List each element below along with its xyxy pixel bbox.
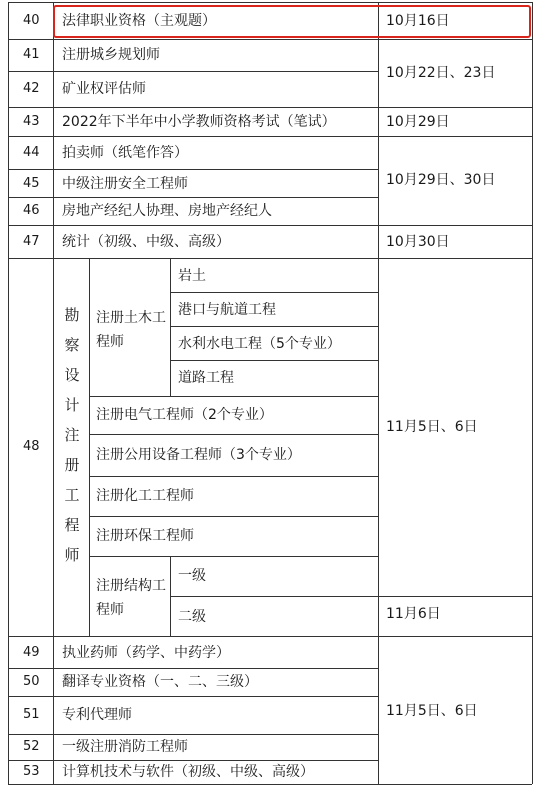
exam-name-51: 专利代理师 bbox=[62, 707, 132, 723]
row-border bbox=[89, 434, 378, 435]
structural-engineer-label: 注册结构工程师 bbox=[96, 578, 166, 618]
exam-name-44: 拍卖师（纸笔作答） bbox=[62, 145, 188, 161]
exam-date-49-53: 11月5日、6日 bbox=[386, 703, 478, 719]
row-border bbox=[8, 39, 532, 40]
exam-name-41: 注册城乡规划师 bbox=[62, 47, 160, 63]
row-border bbox=[8, 760, 378, 761]
chemical-engineer: 注册化工工程师 bbox=[96, 488, 194, 504]
exam-date-40: 10月16日 bbox=[386, 13, 450, 29]
civil-engineer-label: 注册土木工程师 bbox=[96, 310, 166, 350]
row-border bbox=[8, 71, 378, 72]
table-border-left bbox=[8, 2, 9, 784]
exam-name-53: 计算机技术与软件（初级、中级、高级） bbox=[62, 764, 314, 780]
row-border bbox=[170, 360, 378, 361]
exam-name-50: 翻译专业资格（一、二、三级） bbox=[62, 674, 258, 690]
table-border-sub48 bbox=[170, 258, 171, 396]
row-border bbox=[8, 636, 532, 637]
row-border bbox=[8, 734, 378, 735]
row-border bbox=[89, 396, 378, 397]
row-number-44: 44 bbox=[23, 145, 40, 160]
utility-engineer: 注册公用设备工程师（3个专业） bbox=[96, 447, 301, 463]
structural-level-1: 一级 bbox=[178, 568, 206, 584]
row-border bbox=[8, 169, 378, 170]
table-border-top bbox=[8, 2, 532, 3]
row-number-41: 41 bbox=[23, 47, 40, 62]
row-border bbox=[8, 107, 532, 108]
electrical-engineer: 注册电气工程师（2个专业） bbox=[96, 407, 273, 423]
table-border-group48 bbox=[89, 258, 90, 636]
exam-date-48-level2: 11月6日 bbox=[386, 606, 441, 622]
exam-date-43: 10月29日 bbox=[386, 114, 450, 130]
row-border bbox=[8, 696, 378, 697]
table-border-right bbox=[532, 2, 533, 784]
row-border bbox=[8, 225, 532, 226]
exam-name-49: 执业药师（药学、中药学） bbox=[62, 645, 230, 661]
civil-sub-port: 港口与航道工程 bbox=[178, 302, 276, 318]
row-number-45: 45 bbox=[23, 176, 40, 191]
table-border-date bbox=[378, 2, 379, 784]
row-number-47: 47 bbox=[23, 234, 40, 249]
exam-date-41-42: 10月22日、23日 bbox=[386, 65, 496, 81]
exam-name-52: 一级注册消防工程师 bbox=[62, 739, 188, 755]
row-border bbox=[170, 326, 378, 327]
civil-sub-hydro: 水利水电工程（5个专业） bbox=[178, 336, 341, 352]
group-label-48: 勘察设计注册工程师 bbox=[64, 306, 80, 564]
exam-name-43: 2022年下半年中小学教师资格考试（笔试） bbox=[62, 114, 336, 130]
row-number-53: 53 bbox=[23, 764, 40, 779]
row-border bbox=[89, 556, 378, 557]
row-number-48: 48 bbox=[23, 439, 40, 454]
exam-name-42: 矿业权评估师 bbox=[62, 81, 146, 97]
row-number-46: 46 bbox=[23, 203, 40, 218]
row-border bbox=[8, 197, 378, 198]
row-border bbox=[170, 292, 378, 293]
table-border-num bbox=[53, 2, 54, 784]
structural-level-2: 二级 bbox=[178, 609, 206, 625]
exam-date-44-46: 10月29日、30日 bbox=[386, 172, 496, 188]
row-border bbox=[89, 516, 378, 517]
exam-name-40: 法律职业资格（主观题） bbox=[62, 13, 216, 29]
row-number-51: 51 bbox=[23, 707, 40, 722]
table-border-bottom bbox=[8, 784, 532, 785]
row-border bbox=[89, 476, 378, 477]
civil-sub-geotech: 岩土 bbox=[178, 268, 206, 284]
exam-name-47: 统计（初级、中级、高级） bbox=[62, 234, 230, 250]
row-number-50: 50 bbox=[23, 674, 40, 689]
exam-name-46: 房地产经纪人协理、房地产经纪人 bbox=[62, 203, 272, 219]
row-border bbox=[170, 596, 532, 597]
row-number-40: 40 bbox=[23, 13, 40, 28]
environmental-engineer: 注册环保工程师 bbox=[96, 528, 194, 544]
row-border bbox=[8, 136, 532, 137]
exam-date-47: 10月30日 bbox=[386, 234, 450, 250]
row-number-52: 52 bbox=[23, 739, 40, 754]
civil-sub-road: 道路工程 bbox=[178, 370, 234, 386]
row-border bbox=[8, 668, 378, 669]
row-number-43: 43 bbox=[23, 114, 40, 129]
row-number-49: 49 bbox=[23, 645, 40, 660]
exam-date-48: 11月5日、6日 bbox=[386, 419, 478, 435]
row-number-42: 42 bbox=[23, 81, 40, 96]
exam-name-45: 中级注册安全工程师 bbox=[62, 176, 188, 192]
row-border bbox=[8, 258, 532, 259]
